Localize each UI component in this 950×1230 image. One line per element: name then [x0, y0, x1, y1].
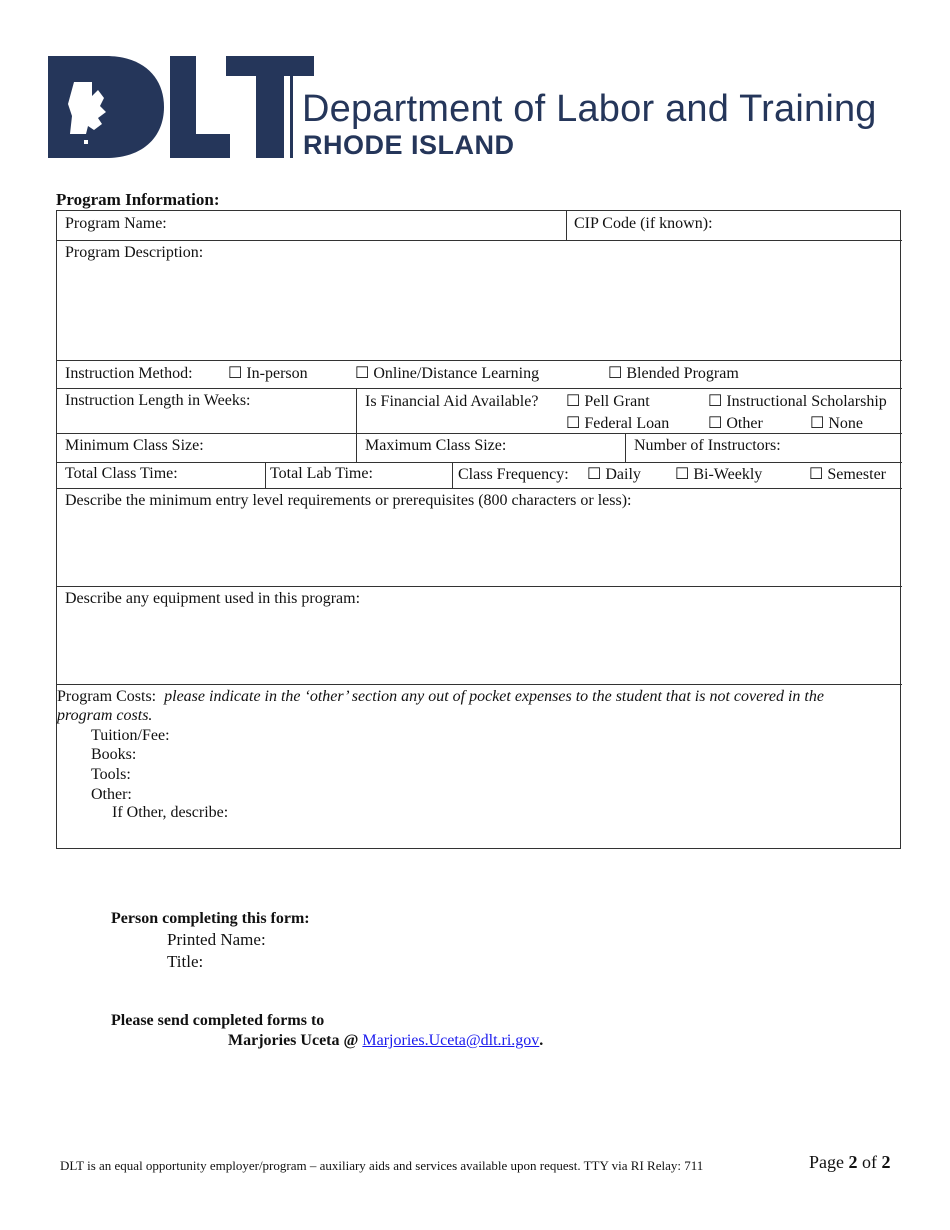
class-frequency-label: Class Frequency: [458, 466, 569, 483]
contact-email-link[interactable]: Marjories.Uceta@dlt.ri.gov [362, 1032, 540, 1049]
total-lab-time-label: Total Lab Time: [270, 465, 373, 482]
tools-label: Tools: [91, 766, 131, 783]
total-class-time-label: Total Class Time: [65, 465, 178, 482]
completer-heading: Person completing this form: [111, 910, 310, 927]
financial-aid-label: Is Financial Aid Available? [365, 393, 539, 410]
other-aid-checkbox[interactable]: ☐ Other [708, 415, 763, 432]
page-of: of [862, 1152, 877, 1172]
other-cost-label: Other: [91, 786, 132, 803]
program-info-form [56, 210, 901, 849]
other-describe-label: If Other, describe: [112, 804, 229, 821]
contact-period: . [539, 1032, 544, 1049]
state-name: RHODE ISLAND [303, 130, 515, 160]
cip-code-label: CIP Code (if known): [574, 215, 713, 232]
instructional-scholarship-checkbox[interactable]: ☐ Instructional Scholarship [708, 393, 887, 410]
logo-letter-l [170, 56, 230, 158]
program-description-label: Program Description: [65, 244, 204, 261]
num-instructors-label: Number of Instructors: [634, 437, 781, 454]
dlt-logo [46, 54, 316, 160]
daily-checkbox[interactable]: ☐ Daily [587, 466, 641, 483]
program-costs-note-cont: program costs. [57, 707, 153, 724]
logo-letter-d [48, 56, 164, 158]
contact-at: @ [343, 1032, 359, 1049]
federal-loan-checkbox[interactable]: ☐ Federal Loan [566, 415, 670, 432]
online-distance-checkbox[interactable]: ☐ Online/Distance Learning [355, 365, 540, 382]
footer-statement: DLT is an equal opportunity employer/program – auxiliary aids and services available upon request. TTY via RI Relay: 711 [60, 1158, 704, 1173]
rhode-island-block-icon [84, 140, 88, 144]
page-word: Page [809, 1152, 844, 1172]
program-costs-line1 [57, 687, 824, 706]
semester-checkbox[interactable]: ☐ Semester [809, 466, 886, 483]
title-label: Title: [167, 952, 204, 971]
equipment-label: Describe any equipment used in this program: [65, 590, 361, 607]
max-class-size-label: Maximum Class Size: [365, 437, 507, 454]
bi-weekly-checkbox[interactable]: ☐ Bi-Weekly [675, 466, 763, 483]
program-name-label: Program Name: [65, 215, 167, 232]
instruction-length-label: Instruction Length in Weeks: [65, 392, 251, 409]
pell-grant-checkbox[interactable]: ☐ Pell Grant [566, 393, 650, 410]
no-aid-checkbox[interactable]: ☐ None [810, 415, 863, 432]
send-contact [228, 1031, 543, 1050]
tuition-fee-label: Tuition/Fee: [91, 727, 170, 744]
page-number [809, 1153, 891, 1172]
printed-name-label: Printed Name: [167, 930, 266, 949]
books-label: Books: [91, 746, 137, 763]
instruction-method-label: Instruction Method: [65, 365, 193, 382]
logo-letter-t [226, 56, 314, 158]
in-person-checkbox[interactable]: ☐ In-person [228, 365, 308, 382]
send-heading: Please send completed forms to [111, 1012, 325, 1029]
program-costs-note: please indicate in the ‘other’ section any out of pocket expenses to the student that is not covered in the [164, 688, 824, 705]
contact-name: Marjories Uceta [228, 1032, 340, 1049]
logo-divider [290, 58, 293, 158]
logo-text: DLT [46, 54, 48, 55]
entry-requirements-label: Describe the minimum entry level requirements or prerequisites (800 characters or less): [65, 492, 632, 509]
page-current: 2 [848, 1152, 858, 1172]
blended-program-checkbox[interactable]: ☐ Blended Program [608, 365, 739, 382]
program-costs-label: Program Costs: [57, 688, 157, 705]
section-title: Program Information: [56, 190, 220, 209]
min-class-size-label: Minimum Class Size: [65, 437, 204, 454]
department-name: Department of Labor and Training [302, 88, 877, 130]
page-total: 2 [881, 1152, 891, 1172]
